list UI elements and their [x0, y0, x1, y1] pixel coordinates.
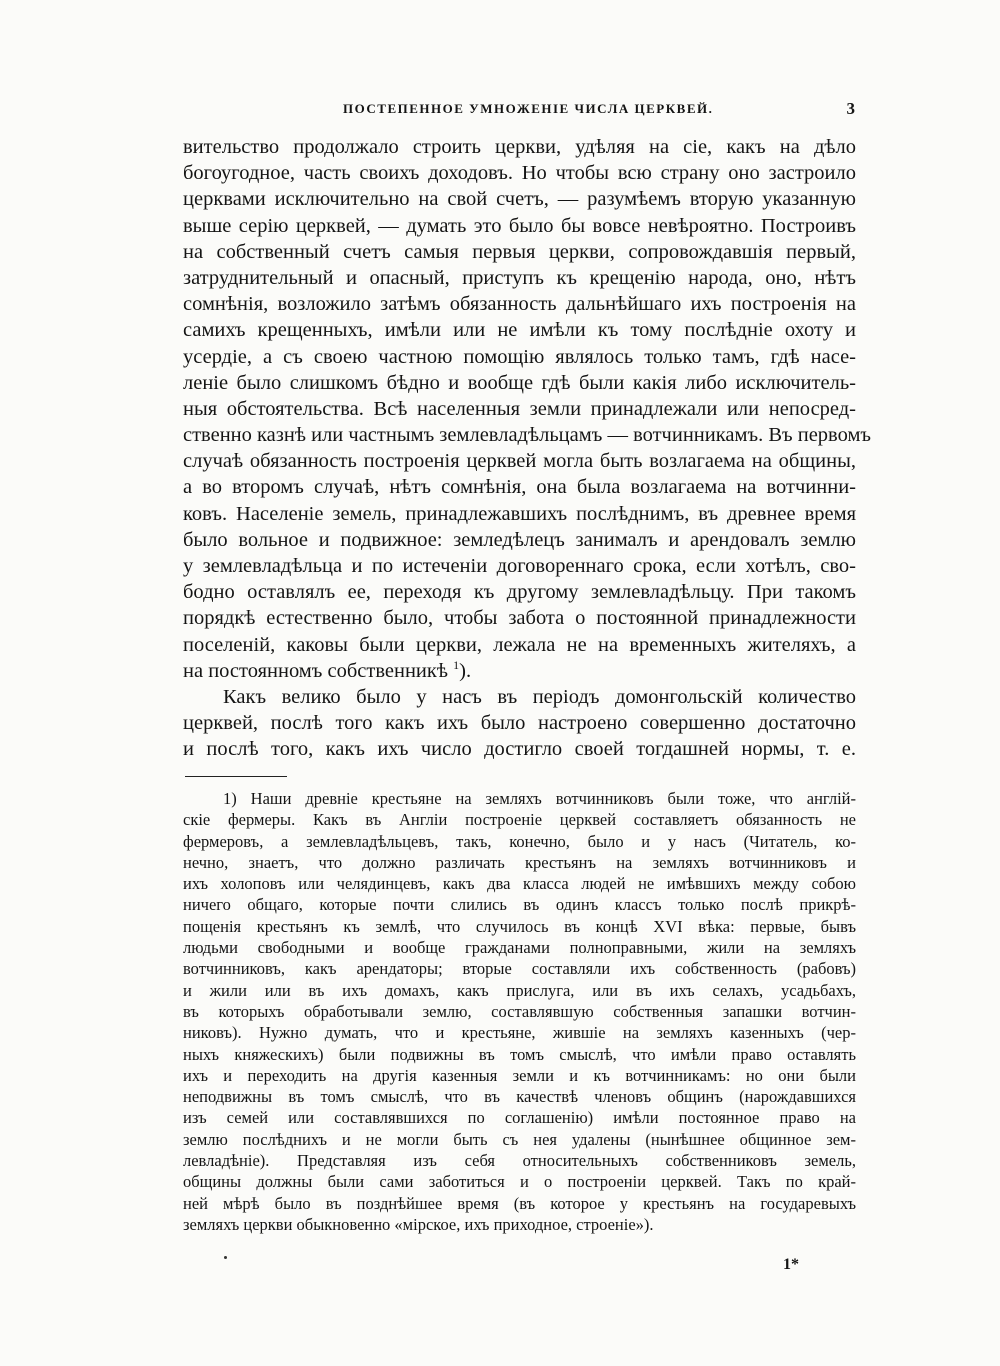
text-line: церквами исключительно на свой счетъ, — разумѣемъ вторую указанную — [183, 188, 856, 211]
text-line: усердіе, а съ своею частною помощію являлось только тамъ, гдѣ насе- — [183, 345, 856, 368]
text-line-end: ). — [459, 659, 472, 682]
footnote-line: землю послѣднихъ и не могли быть съ нея удалены (нынѣшнее общинное зем- — [183, 1129, 856, 1149]
text-line-content: на постоянномъ собственникѣ — [183, 659, 448, 682]
text-line: случаѣ обязанность построенія церквей могла быть возлагаема на общины, — [183, 450, 856, 473]
text-line: а во второмъ случаѣ, нѣтъ сомнѣнія, она была возлагаема на вотчинни- — [183, 476, 856, 499]
paragraph-line: церквей, послѣ того какъ ихъ было настроено совершенно достаточно — [183, 712, 856, 735]
footnote-reference[interactable]: 1 — [453, 657, 460, 672]
text-line: у землевладѣльца и по истеченіи договореннаго срока, если хотѣлъ, сво- — [183, 555, 856, 577]
paragraph-line: и послѣ того, какъ ихъ число достигло своей тогдашней нормы, т. е. — [183, 738, 856, 761]
text-line: леніе было слишкомъ бѣдно и вообще гдѣ были какія либо исключитель- — [183, 371, 856, 394]
text-line: на собственный счетъ самыя первыя церкви, сопровождавшія первый, — [183, 240, 856, 263]
text-line: выше серію церквей, — думать это было бы вовсе невѣроятно. Построивъ — [183, 214, 856, 237]
main-text — [183, 134, 872, 763]
footnote-line: людьми свободными и вообще гражданами полноправными, жили на земляхъ — [183, 938, 856, 958]
print-dot — [224, 1256, 227, 1259]
text-line: богоугодное, часть своихъ доходовъ. Но чтобы всю страну оно застроило — [183, 162, 856, 185]
footnote-divider — [185, 776, 287, 777]
footnote-first-text: Наши древніе крестьяне на земляхъ вотчинниковъ были тоже, что англій- — [250, 789, 856, 808]
footnote-marker: 1) — [223, 789, 237, 808]
signature-mark: 1* — [783, 1256, 799, 1273]
footnote-line: общины должны были сами заботиться и о построеніи церквей. Такъ по край- — [183, 1172, 856, 1192]
footnote-line: ихъ холоповъ или челядинцевъ, какъ два класса людей не имѣвшихъ между собою — [183, 874, 856, 894]
text-line-last — [183, 658, 856, 684]
text-line: ственно казнѣ или частнымъ землевладѣльцамъ — вотчинникамъ. Въ первомъ — [183, 424, 872, 447]
footnote-line: левладѣніе). Представляя изъ себя относительныхъ собственниковъ земель, — [183, 1151, 856, 1171]
footnote-line: неподвижны въ томъ смыслѣ, что въ качествѣ членовъ общинъ (нарождавшихся — [183, 1087, 856, 1107]
footnote-line: вотчинниковъ, какъ арендаторы; вторые составляли ихъ собственность (рабовъ) — [183, 959, 856, 979]
text-line: ковъ. Населеніе земель, принадлежавшихъ послѣднимъ, въ древнее время — [183, 502, 856, 525]
footnote-line: и жили или въ ихъ домахъ, какъ прислуга, или въ ихъ селахъ, усадьбахъ, — [183, 980, 856, 1000]
footnote-line: въ которыхъ обработывали землю, составлявшую собственныя запашки вотчин- — [183, 1001, 856, 1021]
page-number: 3 — [846, 99, 855, 118]
chapter-title: ПОСТЕПЕННОЕ УМНОЖЕНІЕ ЧИСЛА ЦЕРКВЕЙ. — [343, 101, 714, 116]
running-header — [183, 101, 855, 121]
footnote-line: скіе фермеры. Какъ въ Англіи построеніе церквей составляетъ обязанность не — [183, 810, 856, 830]
text-line: самихъ крещенныхъ, имѣли или не имѣли къ тому послѣдніе охоту и — [183, 319, 856, 342]
footnote-line: пощенія крестьянъ къ землѣ, что случилось въ концѣ XVI вѣка: первые, бывъ — [183, 916, 856, 936]
footnote — [183, 788, 856, 1235]
text-line: ныя обстоятельства. Всѣ населенныя земли принадлежали или непосред- — [183, 397, 856, 420]
footnote-line: никовъ). Нужно думать, что и крестьяне, жившіе на земляхъ казенныхъ (чер- — [183, 1023, 856, 1043]
footnote-line: ничего общаго, которые почти слились въ одинъ классъ только послѣ прикрѣ- — [183, 895, 856, 915]
text-line: бодно оставлялъ ее, переходя къ другому землевладѣльцу. При такомъ — [183, 581, 856, 604]
text-line: поселеній, каковы были церкви, лежала не на временныхъ жителяхъ, а — [183, 633, 856, 656]
text-line: вительство продолжало строить церкви, удѣляя на сіе, какъ на дѣло — [183, 136, 856, 158]
paragraph-line: Какъ велико было у насъ въ періодъ домонгольскій количество — [223, 685, 856, 708]
text-line: сомнѣнія, возложило затѣмъ обязанность дальнѣйшаго ихъ построенія на — [183, 293, 856, 316]
text-line: затруднительный и опасный, приступъ къ крещенію народа, оно, нѣтъ — [183, 266, 856, 289]
text-line: было вольное и подвижное: земледѣлецъ занималъ и арендовалъ землю — [183, 528, 856, 551]
footnote-line: ныхъ княжескихъ) были подвижны въ томъ смыслѣ, что имѣли право оставлять — [183, 1044, 856, 1064]
footnote-line: ней мѣрѣ было въ позднѣйшее время (въ которое у крестьянъ на государевыхъ — [183, 1193, 856, 1213]
footnote-line — [183, 788, 856, 809]
text-line: порядкѣ естественно было, чтобы забота о постоянной принадлежности — [183, 607, 856, 630]
footnote-line: фермеровъ, а землевладѣльцевъ, такъ, конечно, было и у насъ (Читатель, ко- — [183, 831, 856, 851]
footnote-line: земляхъ церкви обыкновенно «мірское, ихъ приходное, строеніе»). — [183, 1214, 654, 1234]
footnote-line: ихъ и переходить на другія казенныя земли и къ вотчинникамъ: но они были — [183, 1065, 856, 1085]
footnote-line: изъ семей или составлявшихся по соглашенію) имѣли постоянное право на — [183, 1108, 856, 1128]
footnote-line: нечно, знаетъ, что должно различать крестьянъ на земляхъ вотчинниковъ и — [183, 852, 856, 872]
